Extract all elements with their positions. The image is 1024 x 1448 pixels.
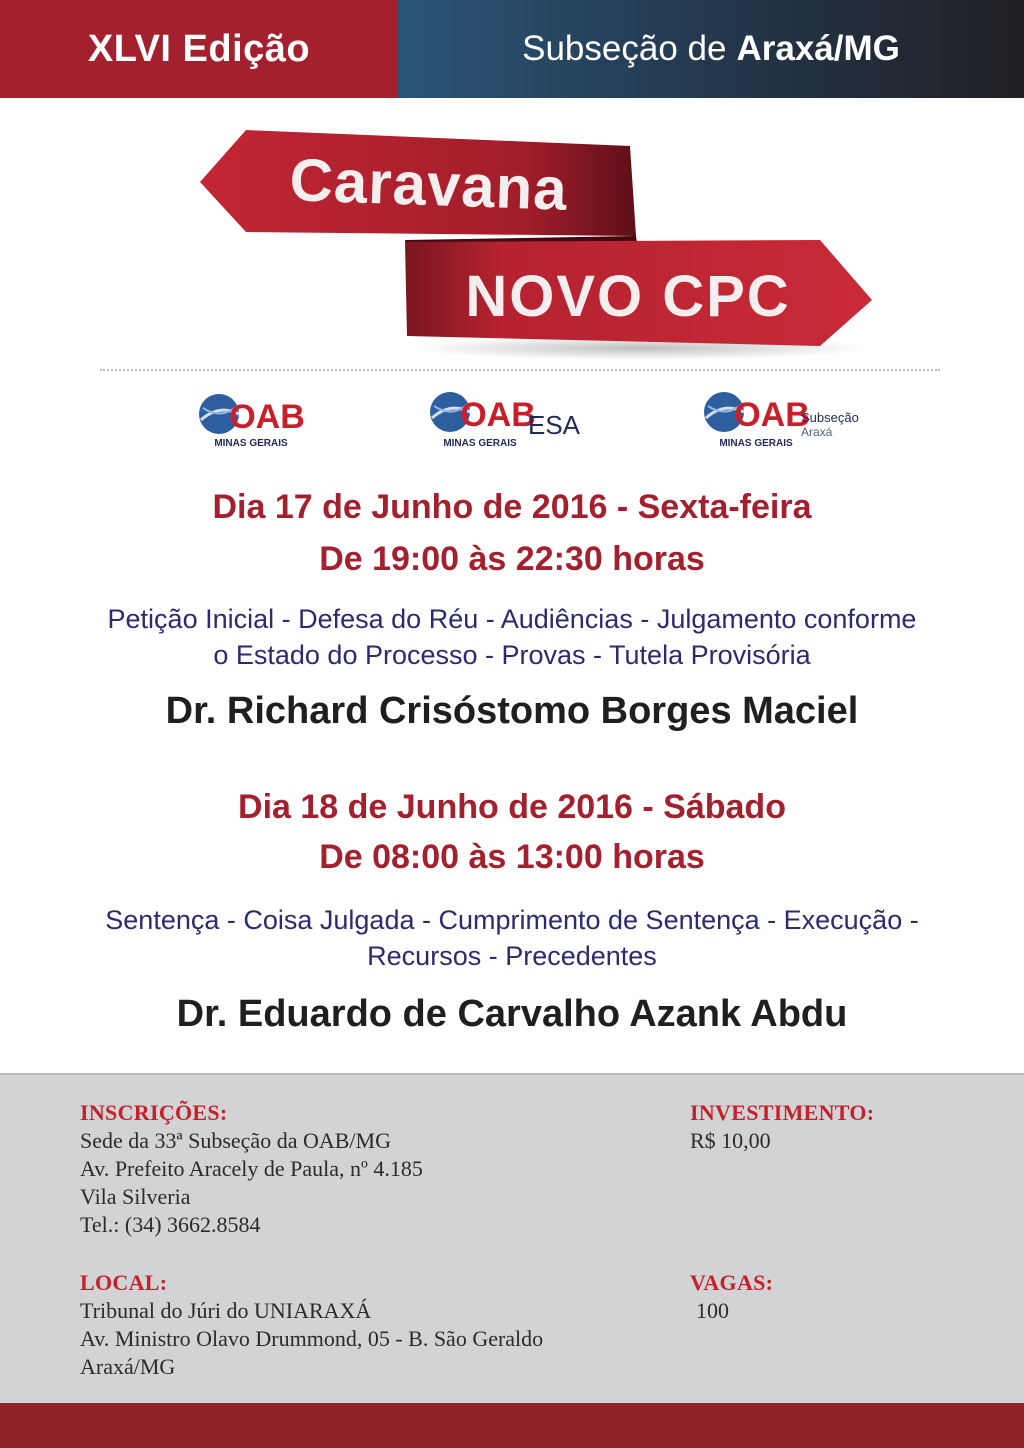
banner-line2: NOVO CPC — [465, 264, 791, 329]
dotted-divider — [100, 369, 940, 371]
subsection-city: Araxá/MG — [736, 29, 900, 68]
day2-time: De 08:00 às 13:00 horas — [319, 838, 705, 876]
vagas-value: 100 — [696, 1298, 729, 1323]
day1-topics-line1: Petição Inicial - Defesa do Réu - Audiências - Julgamento conforme — [107, 604, 917, 634]
day2-topics-line1: Sentença - Coisa Julgada - Cumprimento de Sentença - Execução - — [105, 905, 919, 935]
logo-mark: OAB — [229, 398, 305, 436]
inscricoes-phone: Tel.: (34) 3662.8584 — [80, 1212, 261, 1237]
day1-topics-line2: o Estado do Processo - Provas - Tutela Provisória — [213, 640, 811, 670]
logo-mark: OAB — [734, 396, 810, 434]
edition-label: XLVI Edição — [0, 0, 398, 98]
investimento-block — [690, 1099, 874, 1155]
day1-time: De 19:00 às 22:30 horas — [319, 540, 705, 578]
local-line: Av. Ministro Olavo Drummond, 05 - B. São Geraldo — [80, 1326, 544, 1351]
inscricoes-line: Av. Prefeito Aracely de Paula, nº 4.185 — [80, 1156, 423, 1181]
day2-topics-line2: Recursos - Precedentes — [367, 941, 657, 971]
caravana-novo-cpc-logo — [0, 110, 1024, 370]
oab-esa-logo — [424, 390, 594, 454]
logo-region: MINAS GERAIS — [214, 438, 288, 449]
local-heading: LOCAL: — [80, 1270, 168, 1295]
oab-subsecao-araxa-logo — [700, 390, 870, 454]
logo-suffix-esa: ESA — [528, 410, 581, 440]
inscricoes-block — [80, 1099, 423, 1239]
subsection-prefix: Subseção de — [522, 29, 727, 68]
inscricoes-line: Vila Silveria — [80, 1184, 191, 1209]
logo-region: MINAS GERAIS — [443, 438, 517, 449]
banner-line1: Caravana — [288, 146, 569, 223]
inscricoes-heading: INSCRIÇÕES: — [80, 1100, 228, 1125]
local-block — [80, 1269, 543, 1381]
footer-bar — [0, 1403, 1024, 1448]
vagas-heading: VAGAS: — [690, 1270, 774, 1295]
vagas-block — [690, 1269, 773, 1325]
local-line: Araxá/MG — [80, 1354, 176, 1379]
subsection-label — [398, 0, 1024, 98]
logo-region: MINAS GERAIS — [719, 438, 793, 449]
logo-sub-city: Araxá — [801, 425, 833, 439]
oab-minas-gerais-logo — [195, 390, 305, 454]
day1-speaker: Dr. Richard Crisóstomo Borges Maciel — [165, 690, 859, 732]
day1-date: Dia 17 de Junho de 2016 - Sexta-feira — [212, 488, 812, 526]
day2-date: Dia 18 de Junho de 2016 - Sábado — [238, 788, 786, 826]
oab-logos-row — [0, 390, 1024, 460]
day2-speaker: Dr. Eduardo de Carvalho Azank Abdu — [176, 993, 848, 1035]
logo-mark: OAB — [460, 396, 536, 434]
inscricoes-line: Sede da 33ª Subseção da OAB/MG — [80, 1128, 391, 1153]
info-panel — [0, 1073, 1024, 1405]
header-bar — [0, 0, 1024, 98]
investimento-heading: INVESTIMENTO: — [690, 1100, 875, 1125]
investimento-value: R$ 10,00 — [690, 1128, 771, 1153]
logo-sub-label: Subseção — [801, 410, 859, 425]
local-line: Tribunal do Júri do UNIARAXÁ — [80, 1298, 372, 1323]
